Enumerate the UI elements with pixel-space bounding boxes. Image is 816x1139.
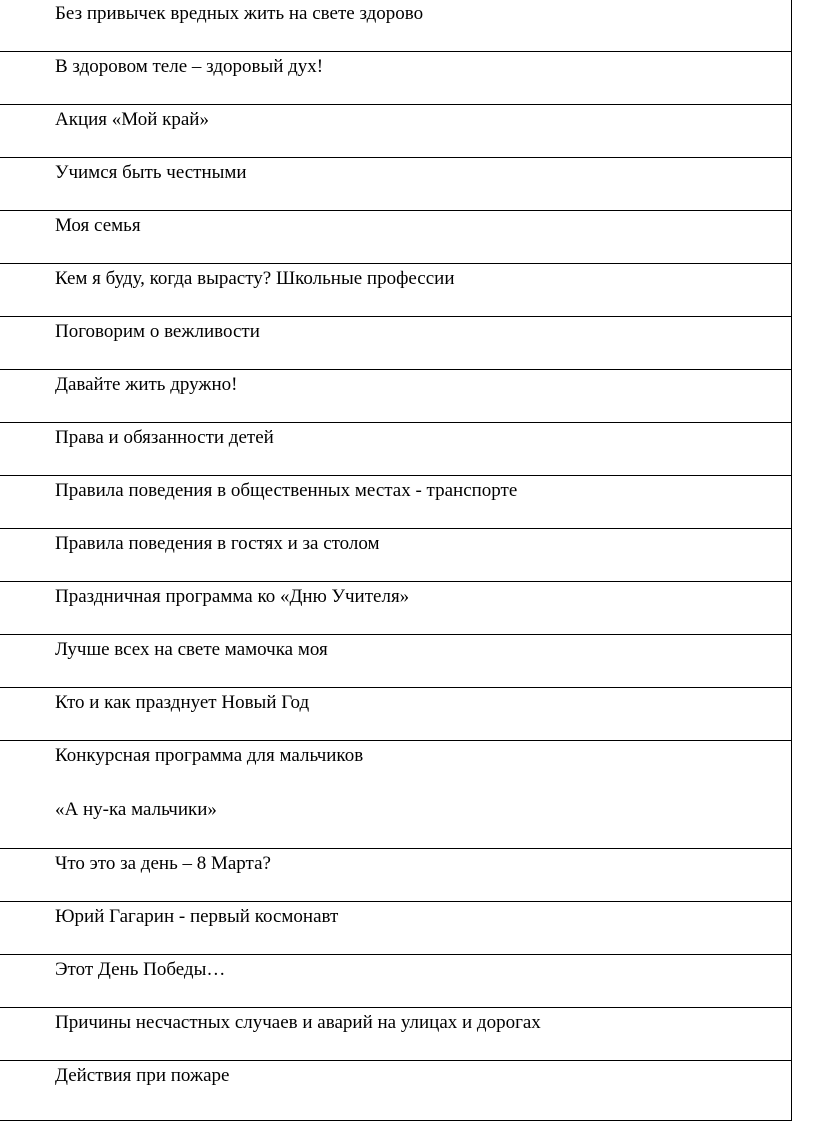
table-row [0,211,792,264]
table-row [0,529,792,582]
topic-text: Поговорим о вежливости [55,321,260,342]
topic-text: Конкурсная программа для мальчиков [55,745,364,766]
table-row [0,423,792,476]
table-row [0,52,792,105]
topic-text: Причины несчастных случаев и аварий на улицах и дорогах [55,1012,541,1033]
topic-text: Без привычек вредных жить на свете здорово [55,3,424,24]
topic-subtitle: «А ну-ка мальчики» [55,799,217,820]
topic-text: Действия при пожаре [55,1065,230,1086]
table-row [0,317,792,370]
table-row [0,849,792,902]
topic-text: Что это за день – 8 Марта? [55,853,271,874]
table-row [0,582,792,635]
table-row [0,688,792,741]
table-row [0,902,792,955]
table-row [0,1061,792,1121]
topic-text: Правила поведения в гостях и за столом [55,533,380,554]
topic-text: Акция «Мой край» [55,109,209,130]
topic-text: Кем я буду, когда вырасту? Школьные профессии [55,268,455,289]
table-row [0,1008,792,1061]
topic-text: Праздничная программа ко «Дню Учителя» [55,586,410,607]
table-row [0,476,792,529]
topic-text: Кто и как празднует Новый Год [55,692,310,713]
table-row [0,955,792,1008]
table-row [0,741,792,849]
topic-text: Юрий Гагарин - первый космонавт [55,906,339,927]
topic-text: Этот День Победы… [55,959,226,980]
topic-text: Права и обязанности детей [55,427,274,448]
table-row [0,158,792,211]
topic-text: Учимся быть честными [55,162,247,183]
table-row [0,0,792,52]
topic-text: Моя семья [55,215,141,236]
table-row [0,105,792,158]
topic-text: Правила поведения в общественных местах - транспорте [55,480,518,501]
topic-text: Лучше всех на свете мамочка моя [55,639,328,660]
table-row [0,264,792,317]
topic-text: Давайте жить дружно! [55,374,238,395]
table-row [0,370,792,423]
topic-text: В здоровом теле – здоровый дух! [55,56,324,77]
table-row [0,635,792,688]
